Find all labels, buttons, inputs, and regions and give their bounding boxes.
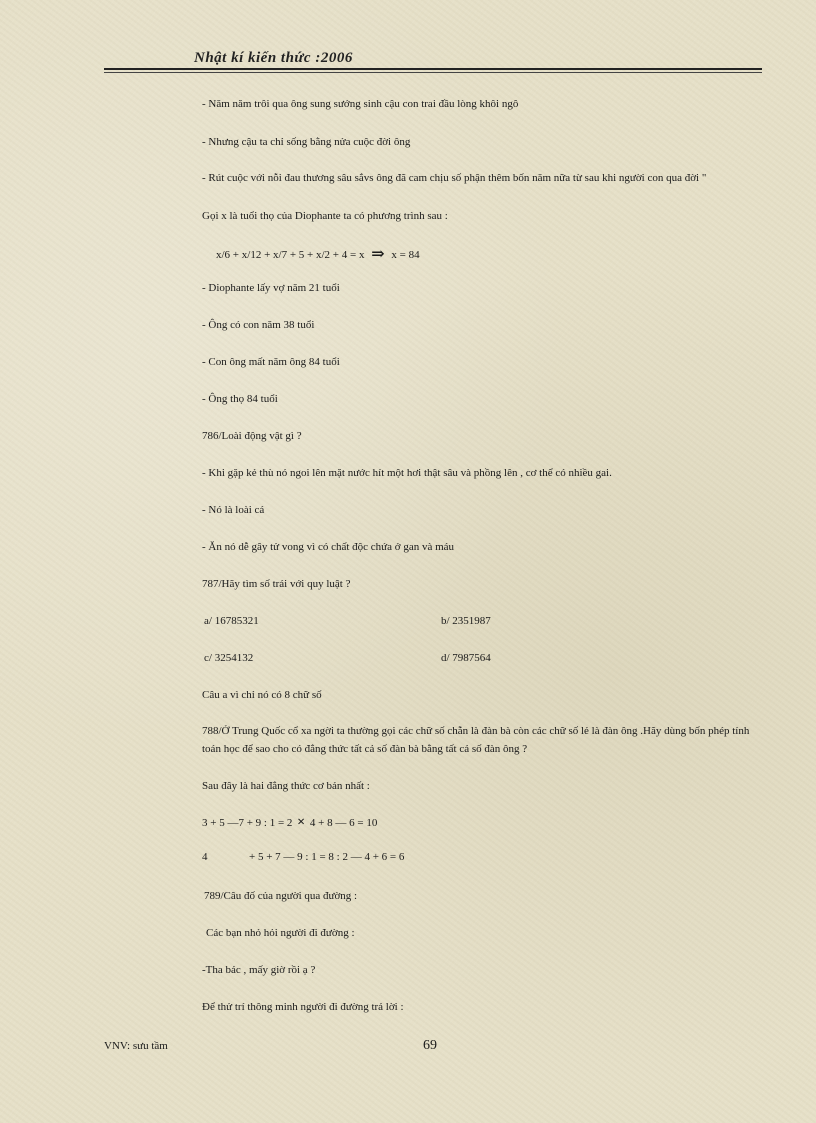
question-787: 787/Hãy tìm số trái với quy luật ? [202,578,351,590]
header-rule [104,68,762,70]
text-line-p12: Sau đây là hai đẳng thức cơ bản nhất : [202,780,370,792]
question-788: 788/Ở Trung Quốc cổ xa ngời ta thường gọi các chữ số chẵn là đàn bà còn các chữ số lẻ là đàn ông .Hãy dùng bốn phép tính toán học để sao cho có đẳng thức tất cả số đàn bà bằng tất cả số đàn ông ? [202,725,750,755]
text-line-p8: - Ông thọ 84 tuổi [202,393,278,405]
text-line-p6: - Ông có con năm 38 tuổi [202,319,315,331]
formula-left: x/6 + x/12 + x/7 + 5 + x/2 + 4 = x [216,249,365,261]
text-line-p15: Để thử trí thông minh người đi đường trả lời : [202,1001,404,1013]
option-a: a/ 16785321 [204,615,259,627]
text-line-p4: Gọi x là tuổi thọ của Diophante ta có phương trình sau : [202,210,448,222]
text-line-p10: - Nó là loài cá [202,504,265,516]
equation-1-right: 4 + 8 — 6 = 10 [309,817,378,829]
text-line-p7: - Con ông mất năm ông 84 tuổi [202,356,340,368]
equation-2-left: 4 [202,851,208,863]
option-c: c/ 3254132 [204,652,254,664]
text-line-p5: - Diophante lấy vợ năm 21 tuổi [202,282,340,294]
formula-right: x = 84 [391,249,420,261]
equation-2-right: + 5 + 7 — 9 : 1 = 8 : 2 — 4 + 6 = 6 [249,851,405,863]
header-rule-thin [104,72,762,73]
answer-787: Câu a vì chỉ nó có 8 chữ số [202,689,322,701]
equation-2-rest [249,851,404,863]
text-line-p14: -Tha bác , mấy giờ rồi ạ ? [202,964,316,976]
implies-arrow-icon: ⇒ [371,246,385,263]
question-789: 789/Câu đố của người qua đường : [204,890,358,902]
option-b: b/ 2351987 [441,615,491,627]
equation-1 [202,815,377,831]
text-line-p1: - Năm năm trôi qua ông sung sướng sinh cậu con trai đầu lòng khôi ngô [202,98,519,110]
text-line-p3: - Rút cuộc với nỗi đau thương sâu sắvs ông đã cam chịu số phận thêm bốn năm nữa từ sau khi người con qua đời " [202,172,707,184]
question-786: 786/Loài động vật gì ? [202,430,302,442]
footer-source: VNV: sưu tầm [104,1040,168,1052]
text-line-p13: Các bạn nhỏ hỏi người đi đường : [206,927,355,939]
option-d: d/ 7987564 [441,652,491,664]
times-icon: × [297,815,306,830]
text-line-p9: - Khi gặp kẻ thù nó ngoi lên mặt nước hít một hơi thật sâu và phồng lên , cơ thể có nhiều gai. [202,467,612,479]
header-title: Nhật kí kiến thức :2006 [194,50,353,66]
page-number: 69 [423,1038,437,1053]
page-footer [0,1040,816,1060]
text-line-p11: - Ăn nó dễ gây tử vong vì có chất độc chứa ở gan và máu [202,541,455,553]
equation-2 [202,851,208,863]
equation-1-left: 3 + 5 —7 + 9 : 1 = 2 [202,817,293,829]
text-line-p2: - Nhưng cậu ta chỉ sống bằng nửa cuộc đời ông [202,136,411,148]
formula-diophante [216,244,420,264]
